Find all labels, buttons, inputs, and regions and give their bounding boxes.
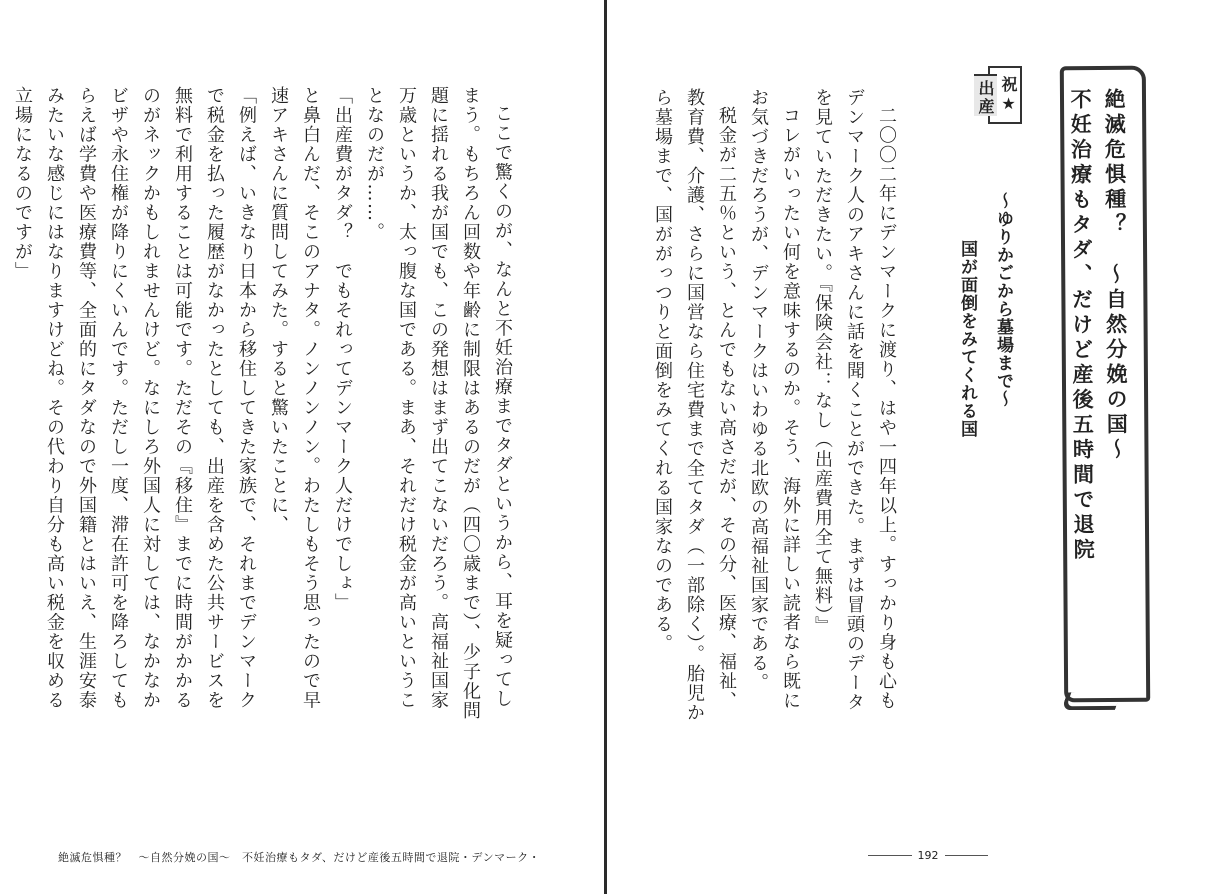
left-paragraph-1: ここで驚くのが、なんと不妊治療までタダというから、耳を疑ってしまう。もちろん回数や年齢に制限はあるのだが（四〇歳まで）、少子化問題に揺れる我が国でも、この発想はまず出てこないだろう。高福祉国家万歳というか、太っ腹な国である。まあ、それだけ税金が高いということなのだが……。 [364, 86, 513, 721]
right-paragraph-1: 二〇〇二年にデンマークに渡り、はや一四年以上。すっかり身も心もデンマーク人のアキさんに話を聞くことができた。まずは冒頭のデータを見ていただきたい。『保険会社：なし（出産費用全て無料）』 [812, 88, 897, 712]
chapter-title-line-2: 不妊治療もタダ、だけど産後五時間で退院 [1067, 88, 1096, 564]
left-paragraph-3: と鼻白んだ、そこのアナタ。ノンノンノン。わたしもそう思ったので早速アキさんに質問してみた。すると驚いたことに、 [268, 86, 321, 710]
badge-top: 祝★ [999, 75, 1018, 115]
section-badge [976, 66, 1022, 124]
right-paragraph-2: コレがいったい何を意味するのか。そう、海外に詳しい読者なら既にお気づきだろうが、デンマークはいわゆる北欧の高福祉国家である。 [748, 88, 801, 711]
book-spine [604, 0, 607, 894]
left-page [0, 0, 604, 894]
left-paragraph-2: 「出産費がタダ？ でもそれってデンマーク人だけでしょ」 [332, 86, 353, 613]
page-number: 192 [917, 848, 939, 862]
badge-bottom: 出産 [974, 74, 997, 116]
subheading-1: 〜ゆりかごから墓場まで〜 [993, 192, 1013, 408]
folio-rule-right [945, 855, 989, 856]
right-paragraph-3: 税金が二五％という、とんでもない高さだが、その分、医療、福祉、教育費、介護、さらに国営なら住宅費まで全てタダ（一部除く）。胎児から墓場まで、国ががっつりと面倒をみてくれる国家なのである。 [652, 88, 737, 723]
chapter-title-line-1: 絶滅危惧種？ 〜自然分娩の国〜 [1101, 87, 1129, 464]
left-paragraph-4: 「例えば、いきなり日本から移住してきた家族で、それまでデンマークで税金を払った履歴がなかったとしても、出産を含めた公共サービスを無料で利用することは可能です。ただその『移住』までに時間がかかるのがネックかもしれませんけど。なにしろ外国人に対しては、なかなかビザや永住権が降りにくいんです。ただし一度、滞在許可を降ろしてもらえば学費や医療費等、全面的にタダなので外国籍とはいえ、生涯安泰みたいな感じにはなりますけどね。その代わり自分も高い税金を収める立場になるのですが」 [12, 86, 257, 710]
left-page-body [12, 86, 518, 726]
chapter-title-box [1060, 66, 1150, 703]
page-number-folio [868, 848, 988, 862]
folio-rule-left [868, 855, 912, 856]
right-page-body [652, 88, 902, 728]
subheading-2: 国が面倒をみてくれる国 [957, 240, 977, 438]
running-footer: 絶滅危惧種？ 〜自然分娩の国〜 不妊治療もタダ、だけど産後五時間で退院・デンマーク・ [58, 851, 541, 864]
